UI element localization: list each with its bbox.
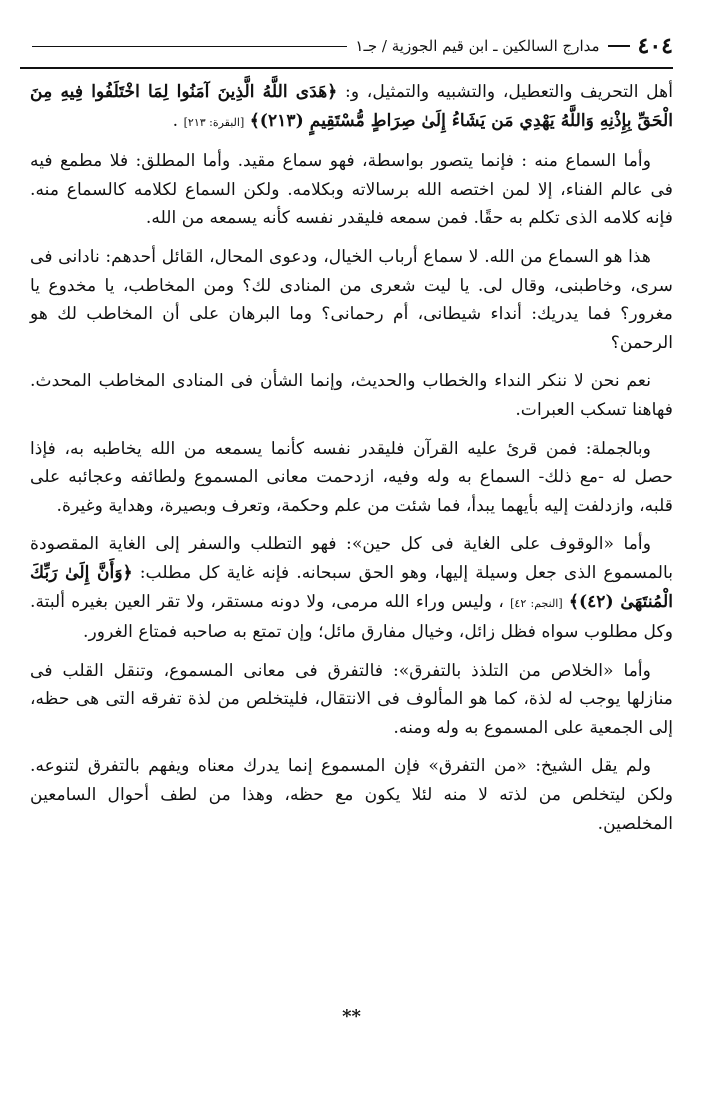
header-line [32,46,347,47]
quran-verse-najm: ﴿وَأَنَّ إِلَىٰ رَبِّكَ الْمُنتَهَىٰ (٤٢)﴾ [30,562,673,612]
page-header [24,26,673,66]
paragraph-1-text-a: أهل التحريف والتعطيل، والتشبيه والتمثيل، و: [345,82,673,102]
page-body [30,78,673,848]
quran-verse-baqarah: ﴿هَدَى اللَّهُ الَّذِينَ آمَنُوا لِمَا اخْتَلَفُوا فِيهِ مِنَ الْحَقِّ بِإِذْنِهِ وَاللَّهُ يَهْدِي مَن يَشَاءُ إِلَىٰ صِرَاطٍ مُّسْتَقِيمٍ (٢١٣)﴾ [30,82,673,131]
header-rule [20,67,673,69]
paragraph-7: وأما «الخلاص من التلذذ بالتفرق»: فالتفرق فى معانى المسموع، وتنقل القلب فى منازلها يوجب له لذة، كما هو المألوف فى الانتقال، فليتخلص من لذة تفرقه التى هى حظه، إلى الجمعية على المسموع به وله ومنه. [30,660,673,738]
paragraph-6 [30,530,673,646]
paragraph-8: ولم يقل الشيخ: «من التفرق» فإن المسموع إنما يدرك معناه ويفهم بالتفرق لتنوعه. ولكن ليتخلص من لذته لا منه لئلا يكون مع حظه، وهذا من لطف أحوال السامعين المخلصين. [30,756,673,834]
paragraph-6-text-a: وأما «الوقوف على الغاية فى كل حين»: فهو التطلب والسفر إلى الغاية المقصودة بالمسموع الذى جعل وسيلة إليها، وهو الحق سبحانه. فإنه غاية كل مطلب: [30,534,673,583]
page-number: ٤٠٤ [637,33,673,59]
running-title: مدارج السالكين ـ ابن قيم الجوزية / جـ١ [355,37,600,55]
paragraph-1-text-b: . [172,110,179,131]
header-dash [608,45,630,47]
paragraph-5: وبالجملة: فمن قرئ عليه القرآن فليقدر نفسه كأنما يسمعه من الله يخاطبه به، فإذا حصل له -مع ذلك- السماع به وله وفيه، ازدحمت معانى المسموع ولطائفه وعجائبه على قلبه، وازدلفت إليه بأيهما يبدأ، فما شئت من علم وحكمة، وتعرف وبصيرة، وهداية وغيرة. [30,438,673,516]
paragraph-3: هذا هو السماع من الله. لا سماع أرباب الخيال، ودعوى المحال، القائل أحدهم: نادانى فى سرى، وخاطبنى، وقال لى. يا ليت شعرى من المنادى لك؟ ومن المخاطب، يا مخدوع يا مغرور؟ فما يدريك: أنداء شيطانى، أم رحمانى؟ وما البرهان على أن المخاطب لك هو الرحمن؟ [30,246,673,353]
section-end-ornament: ** [342,1006,361,1027]
paragraph-6-text-b: ، وليس وراء الله مرمى، ولا دونه مستقر، ولا تقر العين بغيره ألبتة. وكل مطلوب سواه فظل زائل، وخيال مفارق مائل؛ وإن تمتع به صاحبه فمتاع الغرور. [30,591,673,643]
paragraph-2: وأما السماع منه : فإنما يتصور بواسطة، فهو سماع مقيد. وأما المطلق: فلا مطمع فيه فى عالم الفناء، إلا لمن اختصه الله برسالاته وبكلامه. ولكن السماع لكلامه كالسماع منه. فإنه كلامه الذى تكلم به حقًا. فمن سمعه فليقدر نفسه كأنه يسمعه من الله. [30,151,673,229]
paragraph-4: نعم نحن لا ننكر النداء والخطاب والحديث، وإنما الشأن فى المنادى المخاطب المحدث. فهاهنا تسكب العبرات. [30,371,673,420]
paragraph-1 [30,78,673,137]
verse-reference-baqarah: [البقرة: ٢١٣] [183,115,245,129]
verse-reference-najm: [النجم: ٤٢] [510,596,563,610]
